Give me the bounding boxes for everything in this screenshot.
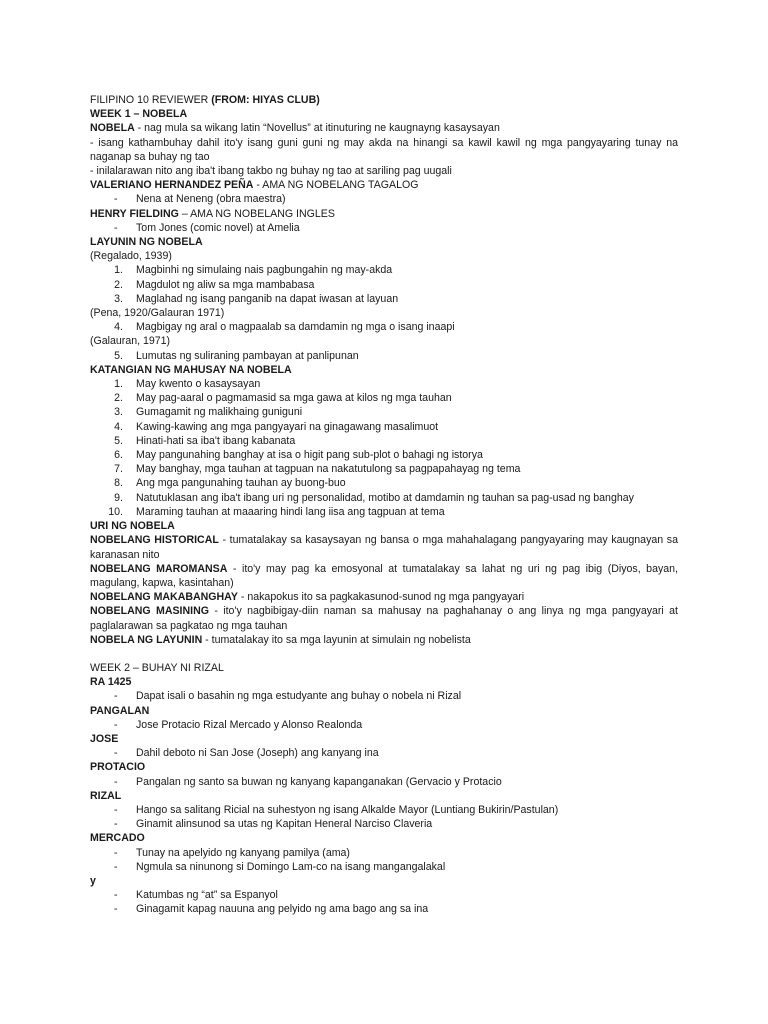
uri-layunin: NOBELA NG LAYUNIN - tumatalakay ito sa mga layunin at simulain ng nobelista [90, 633, 471, 646]
list-item: 9. Natutuklasan ang iba't ibang uri ng personalidad, motibo at damdamin ng tauhan sa pag-usad ng banghay [114, 491, 634, 504]
section-spacer [90, 647, 678, 661]
week2-heading: WEEK 2 – BUHAY NI RIZAL [90, 661, 224, 674]
document-title: FILIPINO 10 REVIEWER (FROM: HIYAS CLUB) [90, 94, 320, 106]
list-item: - Pangalan ng santo sa buwan ng kanyang kapanganakan (Gervacio y Protacio [114, 775, 502, 788]
source-citation: (Regalado, 1939) [90, 250, 172, 263]
uri-maromansa: NOBELANG MAROMANSA - ito'y may pag ka emosyonal at tumatalakay sa lahat ng uri ng pag ibig (Diyos, bayan, magulang, kapwa, kasintahan) [90, 562, 678, 589]
section-term: PROTACIO [90, 761, 146, 774]
list-item: - Nena at Neneng (obra maestra) [114, 193, 286, 206]
list-item: 4. Magbigay ng aral o magpaalab sa damdamin ng mga o isang inaapi [114, 321, 455, 334]
nobela-line-2: - isang kathambuhay dahil ito'y isang guni guni ng may akda na hinangi sa kawil kawil ng mga pangyayaring tunay na naganap sa buhay ng tao [90, 136, 678, 163]
list-item: 2. Magdulot ng aliw sa mga mambabasa [114, 278, 315, 291]
list-item: - Dahil deboto ni San Jose (Joseph) ang kanyang ina [114, 747, 379, 760]
list-item: 4. Kawing-kawing ang mga pangyayari na ginagawang masalimuot [114, 420, 439, 433]
fielding-definition: HENRY FIELDING – AMA NG NOBELANG INGLES [90, 207, 335, 220]
list-item: - Katumbas ng “at” sa Espanyol [114, 889, 278, 902]
valeriano-definition: VALERIANO HERNANDEZ PEÑA - AMA NG NOBELANG TAGALOG [90, 179, 419, 192]
katangian-heading: KATANGIAN NG MAHUSAY NA NOBELA [90, 363, 292, 376]
list-item: - Ginamit alinsunod sa utas ng Kapitan Heneral Narciso Claveria [114, 818, 433, 831]
week1-heading: WEEK 1 – NOBELA [90, 108, 188, 121]
section-term: PANGALAN [90, 704, 150, 717]
list-item: 6. May pangunahing banghay at isa o higit pang sub-plot o bahagi ng istorya [114, 449, 483, 462]
uri-historical: NOBELANG HISTORICAL - tumatalakay sa kasaysayan ng bansa o mga mahahalagang pangyayaring may kaugnayan sa karanasan nito [90, 534, 678, 561]
nobela-line-3: - inilalarawan nito ang iba't ibang takbo ng buhay ng tao at sariling pag uugali [90, 165, 452, 178]
section-term: RIZAL [90, 789, 122, 802]
list-item: 1. Magbinhi ng simulaing nais pagbungahin ng may-akda [114, 264, 393, 277]
section-term: JOSE [90, 732, 119, 745]
list-item: - Ngmula sa ninunong si Domingo Lam-co na isang mangangalakal [114, 860, 446, 873]
uri-masining: NOBELANG MASINING - ito'y nagbibigay-diin naman sa mahusay na paghahanay o ang linya ng mga pangyayari at paglalarawan sa pagkatao ng mga tauhan [90, 605, 679, 632]
source-citation: (Pena, 1920/Galauran 1971) [90, 307, 225, 320]
section-term: RA 1425 [90, 676, 132, 689]
list-item: - Hango sa salitang Ricial na suhestyon ng isang Alkalde Mayor (Luntiang Bukirin/Pastulan) [114, 803, 559, 816]
list-item: - Tunay na apelyido ng kanyang pamilya (ama) [114, 846, 350, 859]
list-item: 2. May pag-aaral o pagmamasid sa mga gawa at kilos ng mga tauhan [114, 392, 452, 405]
list-item: - Jose Protacio Rizal Mercado y Alonso Realonda [114, 718, 363, 731]
list-item: 10. Maraming tauhan at maaaring hindi lang iisa ang tagpuan at tema [108, 505, 445, 518]
nobela-definition: NOBELA - nag mula sa wikang latin “Novellus” at itinuturing ne kaugnayng kasaysayan [90, 122, 500, 135]
list-item: - Tom Jones (comic novel) at Amelia [114, 221, 300, 234]
list-item: 3. Gumagamit ng malikhaing guniguni [114, 406, 303, 419]
list-item: 7. May banghay, mga tauhan at tagpuan na nakatutulong sa pagpapahayag ng tema [114, 463, 521, 476]
list-item: 1. May kwento o kasaysayan [114, 378, 261, 391]
section-term: MERCADO [90, 832, 145, 845]
source-citation: (Galauran, 1971) [90, 335, 171, 348]
section-term: y [90, 874, 96, 887]
title-source: (FROM: HIYAS CLUB) [211, 94, 320, 106]
list-item: 5. Lumutas ng suliraning pambayan at panlipunan [114, 349, 359, 362]
list-item: - Dapat isali o basahin ng mga estudyante ang buhay o nobela ni Rizal [114, 690, 462, 703]
list-item: 8. Ang mga pangunahing tauhan ay buong-buo [114, 477, 346, 490]
list-item: 5. Hinati-hati sa iba't ibang kabanata [114, 434, 296, 447]
layunin-heading: LAYUNIN NG NOBELA [90, 236, 203, 249]
list-item: - Ginagamit kapag nauuna ang pelyido ng ama bago ang sa ina [114, 903, 429, 916]
uri-makabanghay: NOBELANG MAKABANGHAY - nakapokus ito sa pagkakasunod-sunod ng mga pangyayari [90, 591, 525, 604]
list-item: 3. Maglahad ng isang panganib na dapat iwasan at layuan [114, 292, 399, 305]
uri-heading: URI NG NOBELA [90, 520, 175, 533]
document-body [90, 93, 678, 917]
